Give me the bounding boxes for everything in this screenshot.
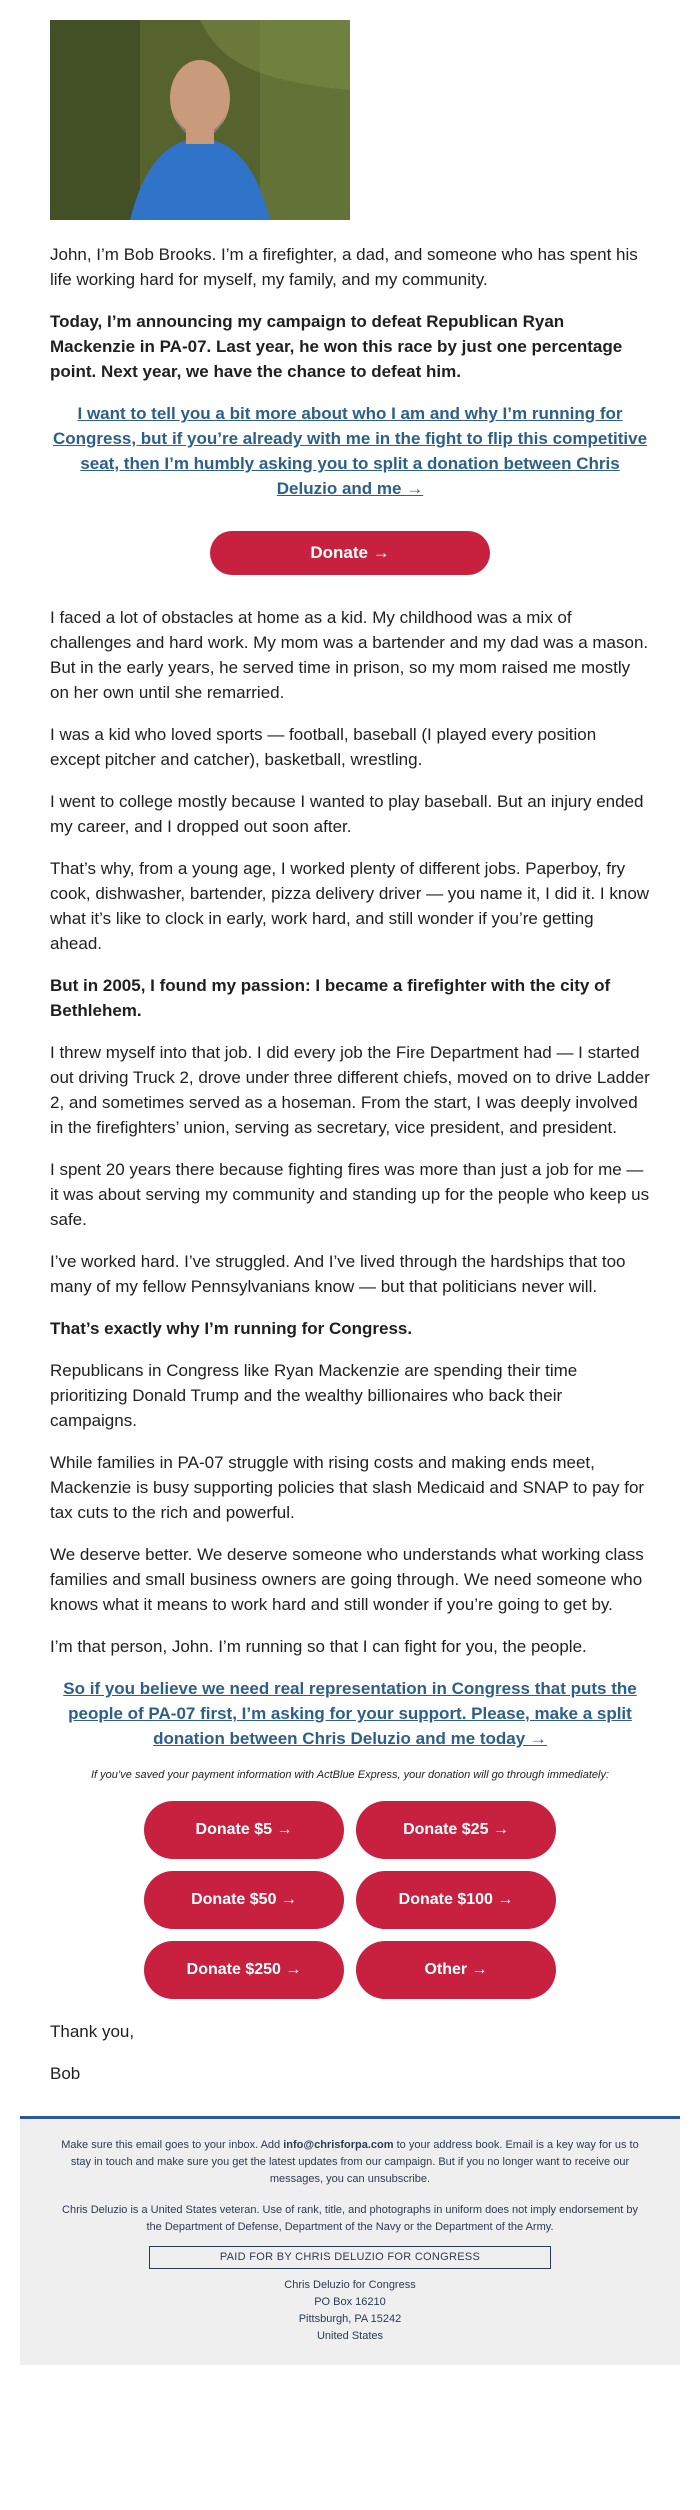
veteran-disclaimer: Chris Deluzio is a United States veteran. Use of rank, title, and photographs in uniform does not imply endorsement by the Department of Defense, Department of the Navy or the Department of the Army. xyxy=(62,2204,638,2233)
story-paragraph: I’ve worked hard. I’ve struggled. And I’ve lived through the hardships that too many of my fellow Pennsylvanians know — but that politicians never will. xyxy=(50,1252,626,1296)
story-paragraph: I spent 20 years there because fighting fires was more than just a job for me — it was about serving my community and standing up for the people who keep us safe. xyxy=(50,1160,650,1229)
address-line: PO Box 16210 xyxy=(314,2296,386,2308)
address-line: Chris Deluzio for Congress xyxy=(284,2279,416,2291)
donate-button[interactable]: Donate → xyxy=(210,531,490,575)
donate-50-button[interactable]: Donate $50 → xyxy=(144,1871,344,1929)
story-paragraph: Republicans in Congress like Ryan Mackenzie are spending their time prioritizing Donald Trump and the wealthy billionaires who back their campaigns. xyxy=(50,1361,578,1430)
announcement-paragraph: Today, I’m announcing my campaign to defeat Republican Ryan Mackenzie in PA-07. Last year, he won this race by just one percentage point. Next year, we have the chance to defeat him. xyxy=(50,312,623,381)
contact-email[interactable]: info@chrisforpa.com xyxy=(283,2139,394,2151)
unsubscribe-text[interactable]: to your address book. Email is a key way for us to stay in touch and make sure you get the latest updates from our campaign. But if you no longer want to receive our messages, you can unsubscribe. xyxy=(70,2139,639,2185)
signoff: Thank you, xyxy=(50,2022,135,2041)
passion-paragraph: But in 2005, I found my passion: I became a firefighter with the city of Bethlehem. xyxy=(50,976,611,1020)
intro-paragraph: John, I’m Bob Brooks. I’m a firefighter, a dad, and someone who has spent his life working hard for myself, my family, and my community. xyxy=(50,245,638,289)
actblue-express-note: If you’ve saved your payment information with ActBlue Express, your donation will go through immediately: xyxy=(90,1769,610,1781)
why-running-paragraph: That’s exactly why I’m running for Congress. xyxy=(50,1319,413,1338)
story-paragraph: We deserve better. We deserve someone who understands what working class families and small business owners are going through. We need someone who knows what it means to work hard and still wonder if you’re going to get by. xyxy=(50,1545,644,1614)
support-donation-link[interactable]: So if you believe we need real representation in Congress that puts the people of PA-07 first, I’m asking for your support. Please, make a split donation between Chris Deluzio and me today → xyxy=(63,1679,637,1748)
story-paragraph: I’m that person, John. I’m running so that I can fight for you, the people. xyxy=(50,1637,587,1656)
story-paragraph: I was a kid who loved sports — football, baseball (I played every position except pitcher and catcher), basketball, wrestling. xyxy=(50,725,597,769)
inbox-notice xyxy=(60,2137,640,2188)
story-paragraph: That’s why, from a young age, I worked plenty of different jobs. Paperboy, fry cook, dishwasher, bartender, pizza delivery driver — you name it, I did it. I know what it’s like to clock in early, work hard, and still wonder if you’re getting ahead. xyxy=(50,859,650,953)
story-paragraph: I threw myself into that job. I did every job the Fire Department had — I started out driving Truck 2, drove under three different chiefs, moved on to drive Ladder 2, and sometimes served as a hoseman. From the start, I was deeply involved in the firefighters’ union, serving as secretary, vice president, and president. xyxy=(50,1043,650,1137)
story-paragraph: I went to college mostly because I wanted to play baseball. But an injury ended my career, and I dropped out soon after. xyxy=(50,792,644,836)
donate-25-button[interactable]: Donate $25 → xyxy=(356,1801,556,1859)
candidate-photo xyxy=(50,20,350,220)
signature: Bob xyxy=(50,2064,81,2083)
email-footer xyxy=(20,2116,680,2365)
inbox-notice-text: Make sure this email goes to your inbox. Add xyxy=(61,2139,284,2151)
donation-amount-grid xyxy=(50,1801,650,1999)
email-body xyxy=(0,20,700,2365)
mailing-address xyxy=(60,2277,640,2345)
paid-for-box: PAID FOR BY CHRIS DELUZIO FOR CONGRESS xyxy=(149,2246,551,2269)
address-line: United States xyxy=(316,2330,384,2342)
split-donation-link[interactable]: I want to tell you a bit more about who I am and why I’m running for Congress, but if you’re already with me in the fight to flip this competitive seat, then I’m humbly asking you to split a donation between Chris Deluzio and me → xyxy=(52,404,648,498)
donate-100-button[interactable]: Donate $100 → xyxy=(356,1871,556,1929)
story-paragraph: I faced a lot of obstacles at home as a kid. My childhood was a mix of challenges and hard work. My mom was a bartender and my dad was a mason. But in the early years, he served time in prison, so my mom raised me mostly on her own until she remarried. xyxy=(50,608,649,702)
donate-5-button[interactable]: Donate $5 → xyxy=(144,1801,344,1859)
donate-250-button[interactable]: Donate $250 → xyxy=(144,1941,344,1999)
donate-other-button[interactable]: Other → xyxy=(356,1941,556,1999)
story-paragraph: While families in PA-07 struggle with rising costs and making ends meet, Mackenzie is busy supporting policies that slash Medicaid and SNAP to pay for tax cuts to the rich and powerful. xyxy=(50,1453,645,1522)
address-line: Pittsburgh, PA 15242 xyxy=(298,2313,402,2325)
